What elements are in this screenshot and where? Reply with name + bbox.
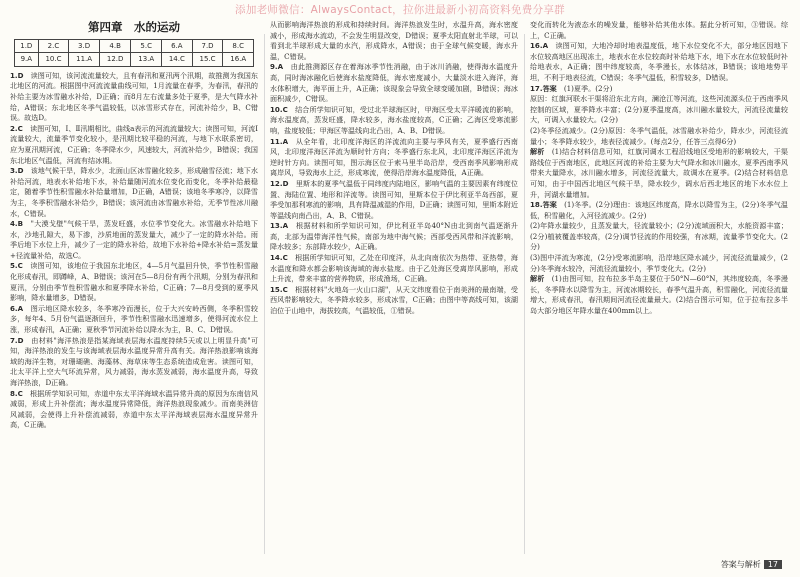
explanation-text: 读图可知，Ⅰ、Ⅱ汛期相比，曲线a表示的河流流量较大；读图可知，河流Ⅰ流量较大，流量季节变化较小，是汛期比较平稳的河流，与地下水联系密切，应为夏汛期河流，C正确；冬季降水少，风速较大，河流补给少，B错误；我国东北地区气温低，河流有结冰期。 [10,123,258,165]
page-footer [721,559,782,570]
explanation-paragraph [530,147,788,200]
answer-cell: 12.D [99,53,131,67]
explanation-paragraph [270,105,518,137]
explanation-paragraph [10,166,258,219]
explanation-text: (1)夏季。(2分) 原因：红旗河联水干渠将沿东北方向，澜沧江等河流，这些河流源头位于西南季风控制的区域，夏季降水丰富；(2分)夏季温度高，冰川融水量较大，河流径流量较大，可调入水量较大。(2分) (2)冬季径流减少。(2分)原因：冬季气温低，冰雪融水补给少，降水少，河流径流量小；冬季降水较少，地表径流减少。(每点2分，任答三点得6分) [530,83,788,146]
answer-cell: 11.A [69,53,100,67]
explanation-text: 读图可知，大地冷却时地表温度低，地下水位变化不大，部分地区因地下水位较高地区出现冻土，地表水在水位较高时补给地下水，地下水在水位较低时补给地表水，A正确；图中纬度较高，冬季漫长，水体结冰，B错误；该地地势平坦，不利于地表径流，C错误；冬季气温低，积雪较多，D错误。 [530,41,788,82]
question-number: 14.C [270,253,288,263]
answer-cell: 15.C [192,53,223,67]
explanation-text: (1)由图可知，拉布拉多半岛主要位于50°N—60°N，其纬度较高，冬季漫长，冬季降水以降雪为主，河流冰期较长，春季气温升高，积雪融化，河流径流量增大，形成春汛，春汛期间河流径流量最大。(2)结合图示可知，位于拉布拉多半岛大部分地区年降水量在400mm以上。 [530,274,788,316]
question-number: 12.D [270,178,289,188]
watermark-text: 添加老师微信：AlwaysContact，拉你进最新小初高资料免费分享群 [235,4,565,16]
answer-cell: 4.B [99,39,131,53]
question-number: 2.C [10,123,23,133]
answer-cell: 9.A [15,53,39,67]
question-number: 解析 [530,274,545,284]
explanation-text: 从而影响海洋热浪的形成和持续时间。海洋热浪发生时，水温升高，海水密度减小，形成海水流动，不会发生明显改变，D错误；夏季太阳直射北半球，可以看到北半球形成大量的水汽，形成降水，A错误；由于全球气候变暖，海水升温，C错误。 [270,20,518,61]
explanation-paragraph [530,84,788,148]
explanation-text: (1)结合材料信息可知，红旗河调水工程沿线地区受地形的影响较大，干渠路线位于西南地区，此地区河流的补给主要为大气降水和冰川融水，夏季西南季风带来大量降水，冰川融水增多，河流径流量大，故调水在夏季。(2)结合材料信息可知，由于中国西北地区气候干旱，降水较少，调水后西北地区的地下水水位上升，河湖水量增加。 [530,147,788,199]
explanation-text: 根据所学知识可知，乙处在印度洋，从北向南依次为热带、亚热带，海水温度和降水都会影响该海域的海水盐度。由于乙处海区受离岸风影响，形成上升流，带来丰富的营养物质，形成渔场，C正确。 [270,253,518,284]
explanation-paragraph [270,20,518,62]
question-number: 4.B [10,219,24,229]
question-number: 1.D [10,70,24,80]
explanation-paragraph [530,41,788,83]
answer-cell: 13.A [131,53,162,67]
explanation-paragraph [10,124,258,166]
answer-cell: 14.C [161,53,192,67]
explanation-text: 由材料"海洋热浪是指某海域表层海水温度持续5天或以上明显升高"可知，海洋热浪的发生与该海域表层海水温度异常升高有关。海洋热浪影响该海域的海洋生物，对珊瑚礁、海藻林、海草床等生态系统造成危害。读图可知，北太平洋上空大气环流异常，风力减弱，海水蒸发减弱，海水温度升高，导致海洋热浪，D正确。 [10,335,258,387]
question-number: 17.答案 [530,83,557,93]
explanation-text: 图示地区降水较多，冬季寒冷而漫长，位于大兴安岭西侧，冬季积雪较多，每年4、5月份气温逐渐回升，季节性积雪融水迅速增多，使得河流水位上涨，形成春汛，A正确；夏秋季节河流补给以降水为主，B、C、D错误。 [10,303,258,335]
explanation-paragraph [10,71,258,124]
explanation-text: 该地气候干旱，降水少，北面山区冰雪融化较多，形成融雪径流；地下水补给河流，地表水补给地下水，补给量随河流水位变化而变化，冬季补给最稳定，随着季节性积雪融水补给量增加，D正确，A错误；该地冬季寒冷，以降雪为主，冬季积雪融水补给少，B错误；该河流由冰雪融水补给，无季节性冰川融水，C错误。 [10,166,258,218]
explanation-text: 从全年看，北印度洋海区的洋流流向主要与季风有关，夏季盛行西南风，北印度洋海区洋流为顺时针方向；冬季盛行东北风，北印度洋海区洋流为逆时针方向。读图可知，图示海区位于索马里半岛沿岸，受西南季风影响形成离岸风，导致海水上泛，形成寒流，使得沿岸海水温度降低，A正确。 [270,136,518,178]
question-number: 6.A [10,303,24,313]
question-number: 解析 [530,147,545,157]
explanation-text: 根据材料"火地岛一火山口湖"，从天文纬度看位于南美洲的最南端，受西风带影响较大，冬季降水较多，形成冰雪，C正确；由图中等高线可知，该湖泊位于山地中，海拔较高，气温较低，①错误。 [270,284,518,316]
question-number: 16.A [530,41,549,51]
answer-cell: 3.D [69,39,100,53]
question-number: 3.D [10,166,24,176]
page-number: 17 [764,560,782,569]
explanation-text: 根据材料和所学知识可知，伊比利亚半岛40°N由北到南气温逐渐升高，北部为温带海洋性气候，南部为地中海气候；西部受西风带和洋流影响，降水较多；东部降水较少，A正确。 [270,221,518,252]
question-number: 7.D [10,335,24,345]
explanation-text: 结合所学知识可知，受过北半球海区时，甲海区受太平洋暖流的影响，海水温度高，蒸发旺盛，降水较多，海水盐度较高，C正确；乙海区受寒流影响，盐度较低；甲海区等温线向北凸出，A、B、D错误。 [270,104,518,135]
explanation-paragraph [270,221,518,253]
explanation-paragraph [10,261,258,303]
chapter-title: 第四章 水的运动 [88,20,180,34]
explanation-paragraph [10,336,258,389]
question-number: 8.C [10,388,23,398]
explanation-paragraph [530,200,788,274]
question-number: 10.C [270,104,288,114]
answer-cell: 1.D [15,39,39,53]
answer-cell: 7.D [192,39,223,53]
answer-table-row [15,53,254,67]
question-number: 9.A [270,62,284,72]
explanation-text: "大漠戈壁"气候干旱，蒸发旺盛，水位季节变化大。冰雪融水补给地下水，沙地孔隙大，易下渗，沙质地面的蒸发量大，减少了一定的降水补给。雨季后地下水位上升，减少了一定的降水补给，故地下水补给+降水补给=蒸发量+径流量补给，故选C。 [10,219,258,260]
explanation-paragraph [270,137,518,179]
answer-cell: 5.C [131,39,162,53]
explanation-paragraph [270,62,518,104]
explanation-paragraph [530,274,788,316]
explanation-paragraph [10,389,258,431]
answer-cell: 10.C [38,53,69,67]
explanation-paragraph [270,253,518,285]
answer-table-row [15,39,254,53]
explanation-text: 变化而转化为液态水的噪发量，能够补给其他水体。据此分析可知，③错误。综上，C正确。 [530,20,788,40]
question-number: 11.A [270,136,289,146]
explanation-paragraph [10,304,258,336]
column-divider [524,34,525,554]
explanation-text: (1)冬季。(2分)理由：该地区纬度高，降水以降雪为主，(2分)冬季气温低，积雪融化，入河径流减少。(2分) (2)年降水量较少，且蒸发量大，径流量较小；(2分)流域面积大，水能资源丰富；(2分)植被覆盖率较高，(2分)调节径流的作用较强，有冰期，流量季节变化大。(2分) (3)图中洋流为寒流，(2分)受寒流影响，沿岸地区降水减少，河流径流量减少，(2分)冬季海水较冷，河流径流量较小，季节变化大。(2分) [530,200,788,273]
question-number: 15.C [270,284,288,294]
explanation-text: 读图可知，该地位于我国东北地区，4—5月气温回升快，季节性积雪融化形成春汛，即蹲峰，A、B错误；该河在5—8月份有两个汛期，分别为春汛和夏汛，分别由季节性积雪融水和夏季降水补给，C正确；7—8月受到的夏季风影响，降水量增多，D错误。 [10,261,258,303]
column-divider [264,34,265,554]
answer-cell: 6.A [161,39,192,53]
question-number: 18.答案 [530,200,557,210]
footer-label: 答案与解析 [720,560,761,569]
explanation-text: 里斯本的夏季气温低于同纬度内陆地区，影响气温的主要因素有纬度位置、海陆位置、地形和洋流等。读图可知，里斯本位于伊比利亚半岛西部，夏季受加那利寒流的影响，具有降温减湿的作用，D正确；读图可知，里斯本附近等温线向南凸出，A、B、C错误。 [270,178,518,220]
answer-table [14,39,254,67]
question-number: 5.C [10,261,23,271]
explanation-paragraph [530,20,788,41]
answer-page [4,14,794,574]
answer-cell: 2.C [38,39,69,53]
explanation-paragraph [10,219,258,261]
answer-cell: 8.C [223,39,254,53]
question-number: 13.A [270,221,289,231]
explanation-text: 由此推测源区存在着海冰季节性消融，由于冰川消融，使得海水温度升高，同时海冰融化后使海水盐度降低，海水密度减小，大量淡水进入海洋，海水体积增大，海平面上升，A正确；该现象会导致全球变暖加剧，B错误；海冰面积减少，C错误。 [270,62,518,104]
column-right [530,20,788,565]
column-left [10,20,258,565]
explanation-text: 根据所学知识可知，赤道中东太平洋海域水温异常升高的原因为东南信风减弱，形成上升补偿流；海水温度异常降低，海洋热浪现象减少。而南美洲信风减弱，会使得上升补偿流减弱，赤道中东太平洋海域表层海水温度异常升高，C正确。 [10,388,258,430]
column-middle [270,20,518,565]
explanation-text: 读图可知，该河流流量较大，且有春汛和夏汛两个汛期，故推测为我国东北地区的河流。根据图中河流流量曲线可知，1月流量在春季，为春汛，春汛的补给主要为冰雪融水补给，D正确；而8月左右流量多处于夏季，是大气降水补给，A错误；东北地区冬季气温较低，以冰雪形式存在，河流补给少，B、C错误。故选D。 [10,70,258,123]
explanation-paragraph [270,285,518,317]
answer-cell: 16.A [223,53,254,67]
explanation-paragraph [270,179,518,221]
